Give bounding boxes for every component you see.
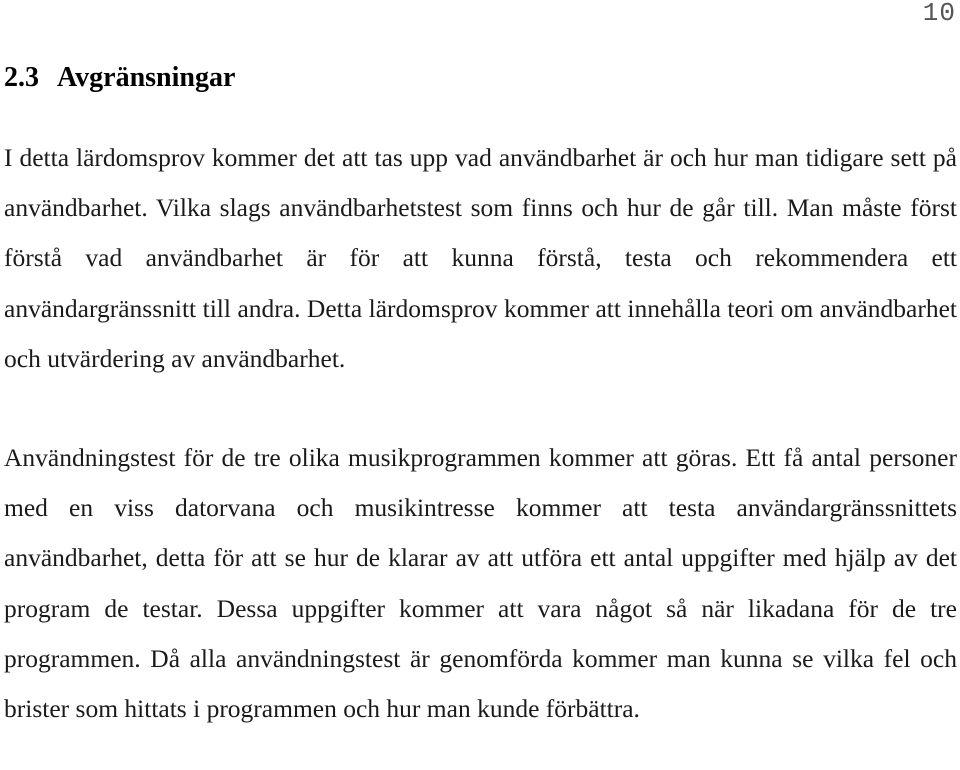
section-number: 2.3 (4, 62, 39, 93)
section-title: Avgränsningar (57, 62, 236, 93)
page-number: 10 (922, 0, 956, 28)
body-paragraph-2: Användningstest för de tre olika musikprogrammen kommer att göras. Ett få antal personer med en viss datorvana och musikintresse kommer att testa användargränssnittets användbarhet, detta för att se hur de klarar av att utföra ett antal uppgifter med hjälp av det program de testar. Dessa uppgifter kommer att vara något så när likadana för de tre programmen. Då alla användningstest är genomförda kommer man kunna se vilka fel och brister som hittats i programmen och hur man kunde förbättra. (4, 443, 957, 724)
section-heading (4, 62, 235, 94)
body-paragraph-1: I detta lärdomsprov kommer det att tas upp vad användbarhet är och hur man tidigare sett på användbarhet. Vilka slags användbarhetstest som finns och hur de går till. Man måste först förstå vad användbarhet är för att kunna förstå, testa och rekommendera ett användargränssnitt till andra. Detta lärdomsprov kommer att innehålla teori om användbarhet och utvärdering av användbarhet. (4, 143, 957, 373)
